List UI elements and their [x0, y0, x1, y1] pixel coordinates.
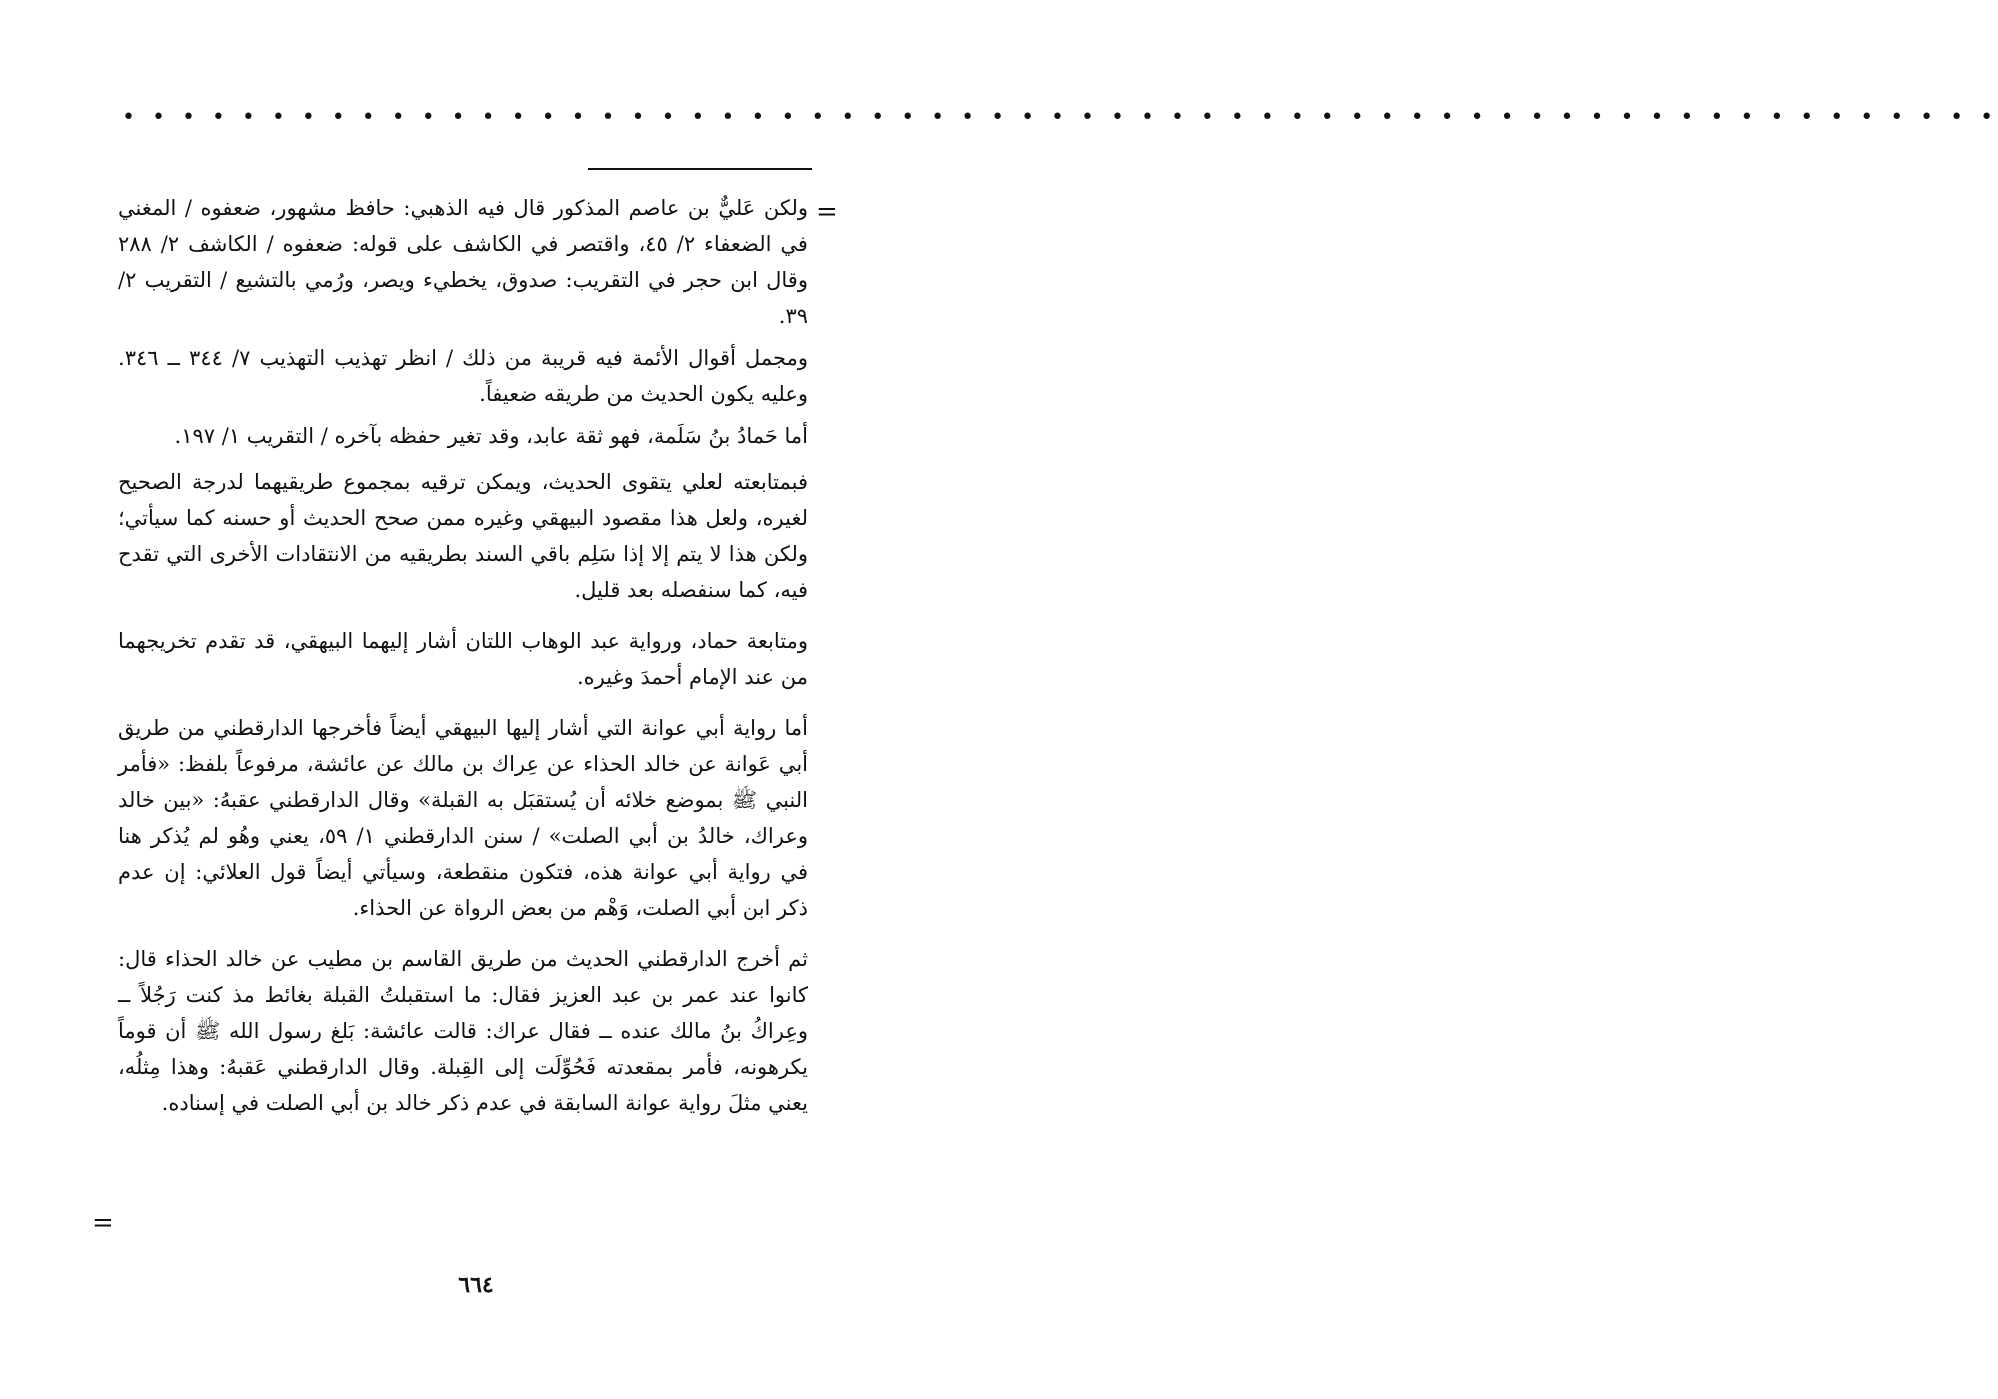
header-dotted-line: • • • • • • • • • • • • • • • • • • • • • • • • • • • • • • • • • • • • • • • • • • • • • • • • • • • • • • • • • • • • • • •	[122, 105, 1998, 130]
body-paragraph: أما رواية أبي عوانة التي أشار إليها البيهقي أيضاً فأخرجها الدارقطني من طريق أبي عَوانة عن خالد الحذاء عن عِراك بن مالك عن عائشة، مرفوعاً بلفظ: «فأمر النبي ﷺ بموضع خلائه أن يُستقبَل به القبلة» وقال الدارقطني عقبهُ: «بين خالد وعراك، خالدُ بن أبي الصلت» / سنن الدارقطني ١/ ٥٩، يعني وهُو لم يُذكر هنا في رواية أبي عوانة هذه، فتكون منقطعة، وسيأتي أيضاً قول العلائي: إن عدم ذكر ابن أبي الصلت، وَهْم من بعض الرواة عن الحذاء.	[118, 716, 808, 920]
page-number: ٦٦٤	[458, 1272, 494, 1298]
footnote-separator-rule	[588, 168, 812, 170]
body-paragraph: فبمتابعته لعلي يتقوى الحديث، ويمكن ترقيه بمجموع طريقيهما لدرجة الصحيح لغيره، ولعل هذا مقصود البيهقي وغيره ممن صحح الحديث أو حسنه كما سيأتي؛ ولكن هذا لا يتم إلا إذا سَلِم باقي السند بطريقيه من الانتقادات الأخرى التي تقدح فيه، كما سنفصله بعد قليل.	[118, 470, 808, 602]
continuation-mark-top: =	[816, 197, 838, 227]
body-paragraph: ومتابعة حماد، ورواية عبد الوهاب اللتان أشار إليهما البيهقي، قد تقدم تخريجهما من عند الإمام أحمدَ وغيره.	[118, 629, 808, 689]
footnote-paragraph: ومجمل أقوال الأئمة فيه قريبة من ذلك / انظر تهذيب التهذيب ٧/ ٣٤٤ ــ ٣٤٦. وعليه يكون الحديث من طريقه ضعيفاً.	[118, 346, 809, 406]
main-text	[118, 464, 808, 1121]
body-paragraph: ثم أخرج الدارقطني الحديث من طريق القاسم بن مطيب عن خالد الحذاء قال: كانوا عند عمر بن عبد العزيز فقال: ما استقبلتُ القبلة بغائط مذ كنت رَجُلاً ــ وعِراكُ بنُ مالك عنده ــ فقال عراك: قالت عائشة: بَلغ رسول الله ﷺ أن قوماً يكرهونه، فأمر بمقعدته فَحُوِّلَت إلى القِبلة. وقال الدارقطني عَقبهُ: وهذا مِثلُه، يعني مثلَ رواية عوانة السابقة في عدم ذكر خالد بن أبي الصلت في إسناده.	[118, 947, 808, 1115]
footnote-paragraph: ولكن عَليٌّ بن عاصم المذكور قال فيه الذهبي: حافظ مشهور، ضعفوه / المغني في الضعفاء ٢/ ٤٥، واقتصر في الكاشف على قوله: ضعفوه / الكاشف ٢/ ٢٨٨ وقال ابن حجر في التقريب: صدوق، يخطيء ويصر، ورُمي بالتشيع / التقريب ٢/ ٣٩.	[118, 196, 808, 328]
footnote-paragraph: أما حَمادُ بنُ سَلَمة، فهو ثقة عابد، وقد تغير حفظه بآخره / التقريب ١/ ١٩٧.	[174, 424, 808, 448]
footnote-block	[118, 190, 808, 454]
continuation-mark-bottom: =	[92, 1208, 114, 1238]
page-body	[118, 190, 808, 1136]
